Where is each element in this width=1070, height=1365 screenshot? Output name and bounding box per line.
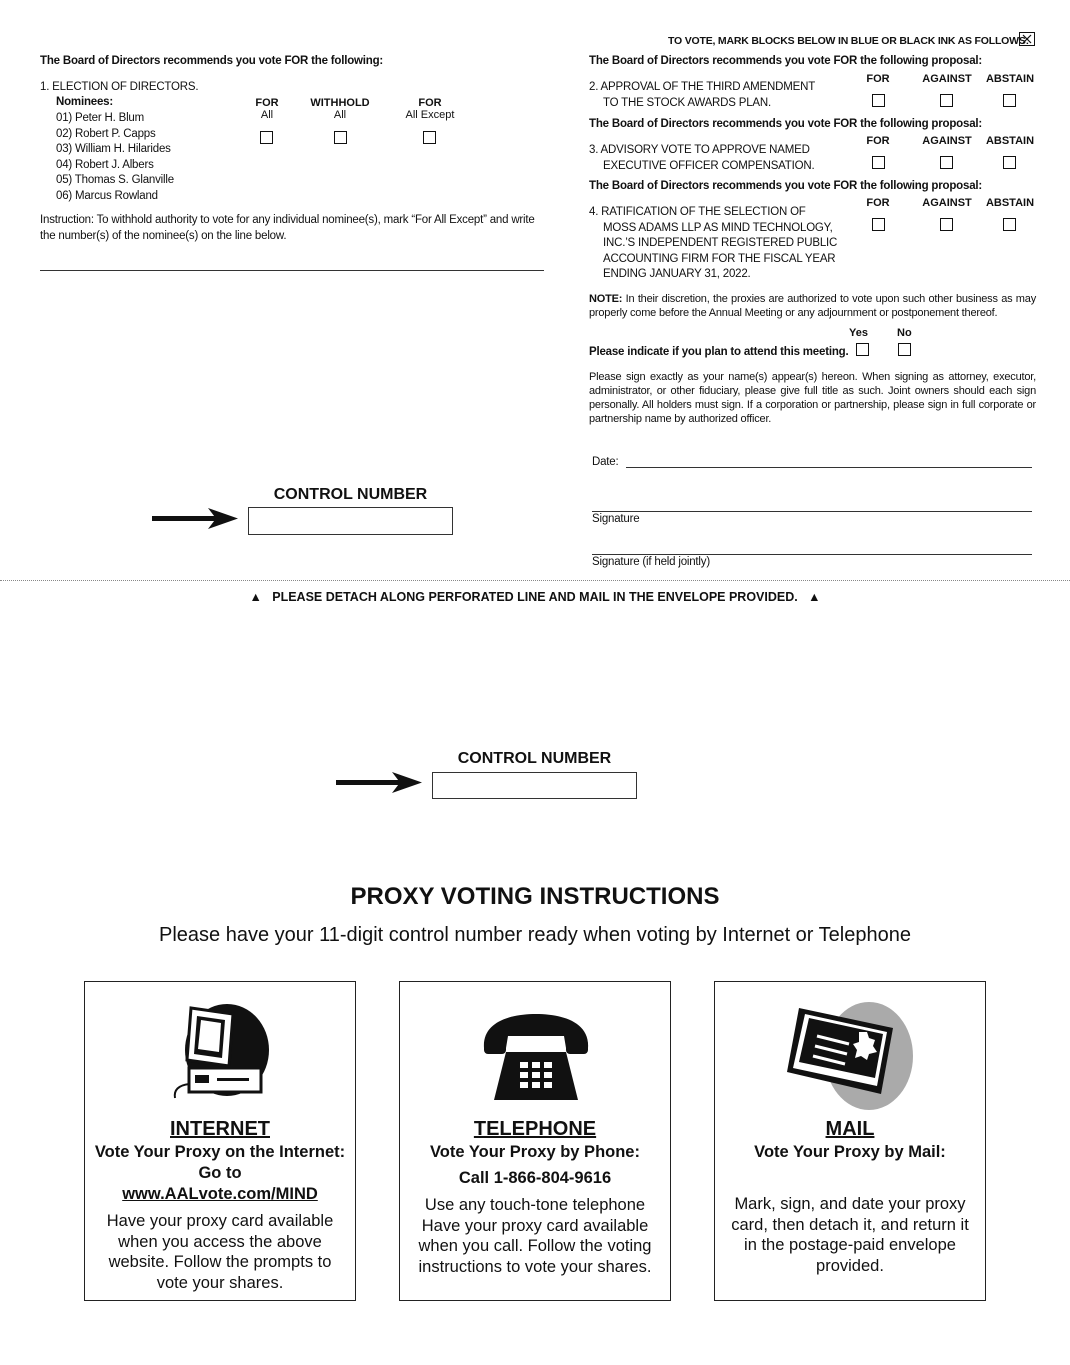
for-all-except-checkbox[interactable] <box>423 131 436 144</box>
proposal-4-against-checkbox[interactable] <box>940 218 953 231</box>
nominee-item: 02) Robert P. Capps <box>56 127 156 140</box>
joint-signature-label: Signature (if held jointly) <box>592 556 710 568</box>
joint-signature-field[interactable] <box>592 554 1032 555</box>
col-withhold-sub: All <box>333 109 347 121</box>
election-title: 1. ELECTION OF DIRECTORS. <box>40 81 199 93</box>
col-for-header: FOR <box>866 135 890 147</box>
arrow-right-icon <box>152 508 240 530</box>
col-for-all-except-header: FOR <box>418 97 442 109</box>
mail-title: MAIL <box>825 1118 875 1140</box>
nominees-label: Nominees: <box>56 96 113 108</box>
proposal-3-abstain-checkbox[interactable] <box>1003 156 1016 169</box>
triangle-up-icon: ▲ <box>808 590 821 604</box>
board-recommendation-proposal-2: The Board of Directors recommends you vote FOR the following proposal: <box>589 55 983 67</box>
proposal-4-for-checkbox[interactable] <box>872 218 885 231</box>
nominee-item: 06) Marcus Rowland <box>56 189 158 202</box>
board-recommendation-proposal-3: The Board of Directors recommends you vote FOR the following proposal: <box>589 118 983 130</box>
attend-yes-label: Yes <box>849 327 868 339</box>
col-for-header: FOR <box>866 197 890 209</box>
telephone-body: Use any touch-tone telephone Have your proxy card available when you call. Follow the voting instructions to vote your shares. <box>418 1196 652 1276</box>
sample-mark-icon <box>1019 32 1035 46</box>
for-all-checkbox[interactable] <box>260 131 273 144</box>
proposal-line: INC.’S INDEPENDENT REGISTERED PUBLIC <box>603 237 838 249</box>
internet-url-link[interactable]: www.AALvote.com/MIND <box>122 1185 318 1203</box>
telephone-title: TELEPHONE <box>473 1118 597 1140</box>
proposal-line: 4. RATIFICATION OF THE SELECTION OF <box>589 206 806 218</box>
board-recommendation-proposal-4: The Board of Directors recommends you vote FOR the following proposal: <box>589 180 983 192</box>
proxy-instructions-subtitle: Please have your 11-digit control number ready when voting by Internet or Telephone <box>159 924 911 946</box>
proposal-3-text <box>589 143 814 174</box>
nominee-item: 05) Thomas S. Glanville <box>56 174 174 187</box>
internet-card <box>84 981 356 1301</box>
proposal-line: 2. APPROVAL OF THE THIRD AMENDMENT <box>589 81 816 93</box>
control-number-box <box>248 507 453 535</box>
proposal-line: ENDING JANUARY 31, 2022. <box>603 268 751 280</box>
col-against-header: AGAINST <box>922 135 972 147</box>
proposal-line: 3. ADVISORY VOTE TO APPROVE NAMED <box>589 144 810 156</box>
withhold-all-checkbox[interactable] <box>334 131 347 144</box>
mail-card <box>714 981 986 1301</box>
attend-no-label: No <box>897 327 912 339</box>
proposal-4-text <box>589 205 837 283</box>
signing-instructions: Please sign exactly as your name(s) appear(s) hereon. When signing as attorney, executor, administrator, or other fiduciary, please give full title as such. Joint owners should each sign personally. All holders must sign. If a corporation or partnership, please sign in full corporate or partnership name by authorized officer. <box>589 371 1036 425</box>
date-label: Date: <box>592 456 619 468</box>
control-number-box <box>432 772 637 799</box>
nominee-list <box>56 111 174 205</box>
signature-field[interactable] <box>592 511 1032 512</box>
col-withhold-header: WITHHOLD <box>310 97 370 109</box>
internet-goto: Go to <box>198 1164 242 1182</box>
telephone-card <box>399 981 671 1301</box>
note-paragraph <box>589 292 1036 320</box>
telephone-sub: Vote Your Proxy by Phone: <box>430 1143 640 1161</box>
col-for-header: FOR <box>866 73 890 85</box>
telephone-icon <box>480 1012 592 1104</box>
envelope-icon <box>787 998 915 1110</box>
proposal-2-against-checkbox[interactable] <box>940 94 953 107</box>
control-number-label: CONTROL NUMBER <box>273 486 428 503</box>
board-recommendation-election: The Board of Directors recommends you vote FOR the following: <box>40 55 384 67</box>
control-number-label: CONTROL NUMBER <box>457 750 612 767</box>
note-text: In their discretion, the proxies are authorized to vote upon such other business as may properly come before the Annual Meeting or any adjournment or postponement thereof. <box>589 293 1036 319</box>
date-field[interactable] <box>626 467 1032 468</box>
nominee-item: 01) Peter H. Blum <box>56 112 144 124</box>
note-label: NOTE: <box>589 293 623 305</box>
col-for-all-sub: All <box>260 109 274 121</box>
withhold-instruction: Instruction: To withhold authority to vote for any individual nominee(s), mark “For All Except” and write the number(s) of the nominee(s) on the line below. <box>40 214 535 242</box>
col-against-header: AGAINST <box>922 73 972 85</box>
nominee-number-line[interactable] <box>40 270 544 271</box>
internet-title: INTERNET <box>170 1118 270 1140</box>
col-abstain-header: ABSTAIN <box>985 73 1035 85</box>
attend-yes-checkbox[interactable] <box>856 343 869 356</box>
proposal-line: MOSS ADAMS LLP AS MIND TECHNOLOGY, <box>603 221 833 234</box>
triangle-up-icon: ▲ <box>249 590 262 604</box>
proposal-2-abstain-checkbox[interactable] <box>1003 94 1016 107</box>
detach-text: PLEASE DETACH ALONG PERFORATED LINE AND MAIL IN THE ENVELOPE PROVIDED. <box>272 590 798 604</box>
proposal-line: ACCOUNTING FIRM FOR THE FISCAL YEAR <box>603 252 836 265</box>
proposal-2-text <box>589 80 815 111</box>
col-for-all-header: FOR <box>255 97 279 109</box>
proposal-line: TO THE STOCK AWARDS PLAN. <box>603 96 771 109</box>
col-abstain-header: ABSTAIN <box>985 197 1035 209</box>
nominee-item: 03) William H. Hilarides <box>56 143 171 156</box>
proposal-4-abstain-checkbox[interactable] <box>1003 218 1016 231</box>
mail-body: Mark, sign, and date your proxy card, then detach it, and return it in the postage-paid envelope provided. <box>731 1195 969 1275</box>
proposal-2-for-checkbox[interactable] <box>872 94 885 107</box>
col-abstain-header: ABSTAIN <box>985 135 1035 147</box>
signature-label: Signature <box>592 513 640 525</box>
proposal-3-against-checkbox[interactable] <box>940 156 953 169</box>
mail-sub: Vote Your Proxy by Mail: <box>754 1143 946 1161</box>
nominee-item: 04) Robert J. Albers <box>56 158 154 171</box>
arrow-right-icon <box>336 772 424 794</box>
mark-instruction: TO VOTE, MARK BLOCKS BELOW IN BLUE OR BLACK INK AS FOLLOWS: <box>668 35 1029 47</box>
perforated-line <box>0 580 1070 581</box>
detach-instruction <box>0 590 1070 604</box>
attend-no-checkbox[interactable] <box>898 343 911 356</box>
computer-icon <box>167 1002 277 1102</box>
internet-sub: Vote Your Proxy on the Internet: <box>94 1143 346 1161</box>
proxy-instructions-title: PROXY VOTING INSTRUCTIONS <box>350 883 720 910</box>
proposal-3-for-checkbox[interactable] <box>872 156 885 169</box>
telephone-number: Call 1-866-804-9616 <box>458 1169 612 1187</box>
attend-question: Please indicate if you plan to attend this meeting. <box>589 346 849 358</box>
internet-body: Have your proxy card available when you access the above website. Follow the prompts to vote your shares. <box>106 1212 334 1292</box>
col-for-all-except-sub: All Except <box>405 109 455 121</box>
proposal-line: EXECUTIVE OFFICER COMPENSATION. <box>603 159 815 172</box>
col-against-header: AGAINST <box>922 197 972 209</box>
